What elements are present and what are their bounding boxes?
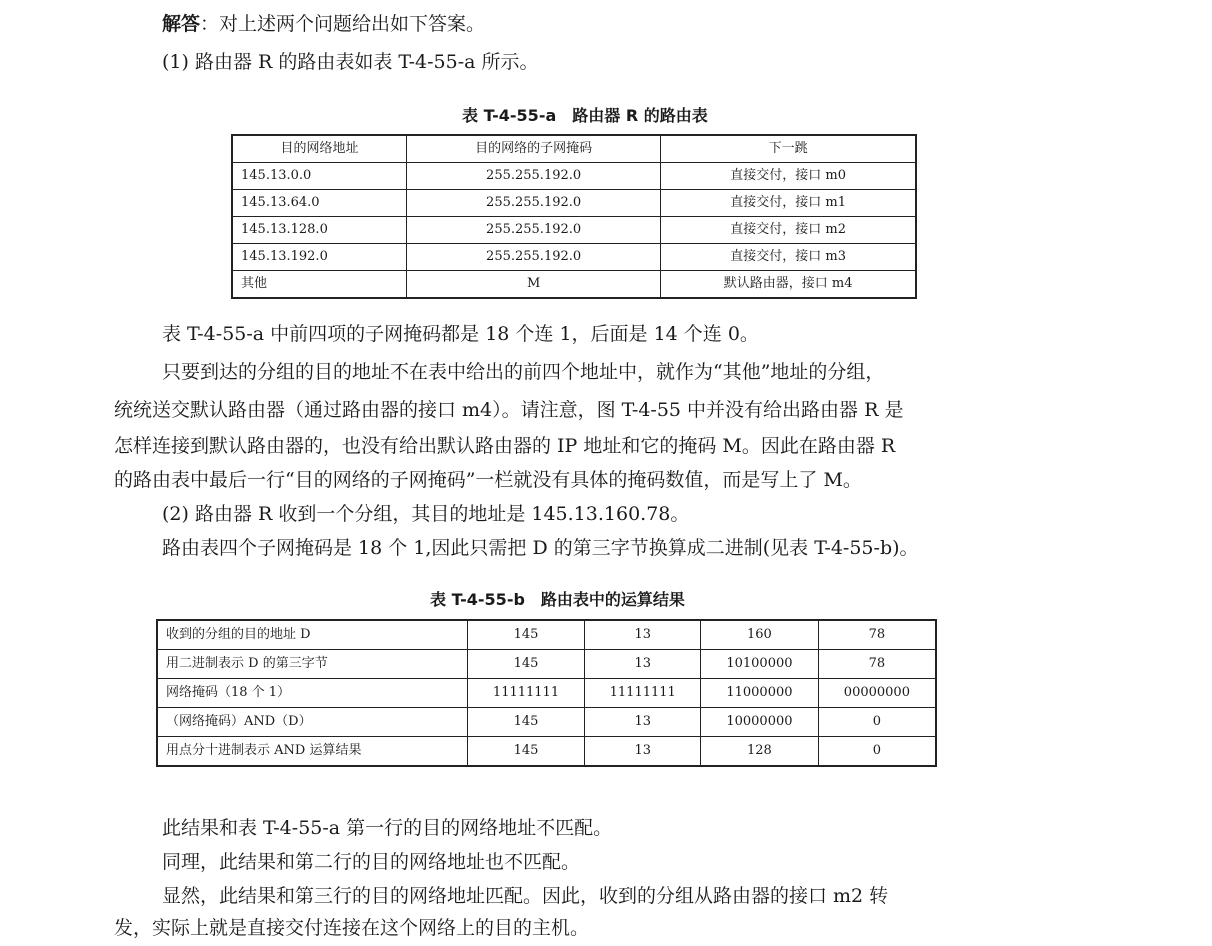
cell-mask: 255.255.192.0 — [407, 217, 661, 244]
calculation-table — [156, 619, 937, 767]
table-row — [232, 244, 916, 271]
cell-mask: 255.255.192.0 — [407, 190, 661, 217]
cell-byte1: 145 — [467, 737, 585, 767]
table-row — [157, 650, 936, 679]
table-row — [157, 737, 936, 767]
cell-next-hop: 直接交付，接口 m3 — [661, 244, 916, 271]
answer-text: ：对上述两个问题给出如下答案。 — [200, 13, 486, 35]
cell-next-hop: 直接交付，接口 m1 — [661, 190, 916, 217]
cell-byte4: 78 — [818, 620, 936, 650]
para1-line2: 只要到达的分组的目的地址不在表中给出的前四个地址中，就作为“其他”地址的分组， — [162, 361, 885, 383]
cell-next-hop: 默认路由器，接口 m4 — [661, 271, 916, 299]
para2-line2: 同理，此结果和第二行的目的网络地址也不匹配。 — [162, 851, 581, 873]
cell-byte1: 145 — [467, 620, 585, 650]
cell-byte4: 00000000 — [818, 679, 936, 708]
table-row — [232, 190, 916, 217]
cell-byte3: 128 — [701, 737, 819, 767]
cell-mask: 255.255.192.0 — [407, 244, 661, 271]
cell-byte3: 11000000 — [701, 679, 819, 708]
para1-line3: 统统送交默认路由器（通过路由器的接口 m4）。请注意，图 T-4-55 中并没有给出路由器 R 是 — [114, 399, 904, 421]
routing-table — [231, 134, 917, 299]
part1-line: (1) 路由器 R 的路由表如表 T-4-55-a 所示。 — [162, 51, 539, 73]
cell-next-hop: 直接交付，接口 m0 — [661, 163, 916, 190]
answer-label: 解答 — [162, 13, 201, 35]
cell-byte2: 13 — [585, 650, 701, 679]
cell-byte2: 13 — [585, 620, 701, 650]
answer-intro — [162, 12, 485, 36]
cell-mask: M — [407, 271, 661, 299]
header-dest-network: 目的网络地址 — [232, 135, 407, 163]
cell-byte3: 10100000 — [701, 650, 819, 679]
header-subnet-mask: 目的网络的子网掩码 — [407, 135, 661, 163]
para1-line6: (2) 路由器 R 收到一个分组，其目的地址是 145.13.160.78。 — [162, 503, 690, 525]
para2-line4: 发，实际上就是直接交付连接在这个网络上的目的主机。 — [114, 917, 590, 939]
row-label: （网络掩码）AND（D） — [157, 708, 467, 737]
cell-byte3: 10000000 — [701, 708, 819, 737]
table-row — [232, 163, 916, 190]
row-label: 网络掩码（18 个 1） — [157, 679, 467, 708]
para2-line1: 此结果和表 T-4-55-a 第一行的目的网络地址不匹配。 — [162, 817, 613, 839]
row-label: 用二进制表示 D 的第三字节 — [157, 650, 467, 679]
cell-next-hop: 直接交付，接口 m2 — [661, 217, 916, 244]
table-row — [232, 217, 916, 244]
row-label: 收到的分组的目的地址 D — [157, 620, 467, 650]
table-a-caption: 表 T-4-55-a 路由器 R 的路由表 — [462, 106, 708, 125]
cell-byte4: 0 — [818, 737, 936, 767]
cell-byte2: 11111111 — [585, 679, 701, 708]
para1-line4: 怎样连接到默认路由器的，也没有给出默认路由器的 IP 地址和它的掩码 M。因此在路由器 R — [114, 435, 896, 457]
table-b-caption: 表 T-4-55-b 路由表中的运算结果 — [430, 590, 685, 609]
para1-line5: 的路由表中最后一行“目的网络的子网掩码”一栏就没有具体的掩码数值，而是写上了 M。 — [114, 469, 862, 491]
para1-line7: 路由表四个子网掩码是 18 个 1,因此只需把 D 的第三字节换算成二进制(见表 T-4-55-b)。 — [162, 537, 919, 559]
cell-byte4: 0 — [818, 708, 936, 737]
cell-byte2: 13 — [585, 708, 701, 737]
cell-dest: 145.13.0.0 — [232, 163, 407, 190]
cell-byte2: 13 — [585, 737, 701, 767]
para1-line1: 表 T-4-55-a 中前四项的子网掩码都是 18 个连 1，后面是 14 个连 0。 — [162, 323, 759, 345]
cell-byte3: 160 — [701, 620, 819, 650]
row-label: 用点分十进制表示 AND 运算结果 — [157, 737, 467, 767]
table-row — [157, 679, 936, 708]
cell-byte1: 145 — [467, 708, 585, 737]
cell-byte1: 11111111 — [467, 679, 585, 708]
cell-mask: 255.255.192.0 — [407, 163, 661, 190]
table-header-row — [232, 135, 916, 163]
table-row — [157, 708, 936, 737]
cell-byte4: 78 — [818, 650, 936, 679]
cell-dest: 145.13.64.0 — [232, 190, 407, 217]
cell-byte1: 145 — [467, 650, 585, 679]
cell-dest: 145.13.192.0 — [232, 244, 407, 271]
header-next-hop: 下一跳 — [661, 135, 916, 163]
table-row — [157, 620, 936, 650]
cell-dest: 145.13.128.0 — [232, 217, 407, 244]
para2-line3: 显然，此结果和第三行的目的网络地址匹配。因此，收到的分组从路由器的接口 m2 转 — [162, 885, 889, 907]
cell-dest: 其他 — [232, 271, 407, 299]
table-row — [232, 271, 916, 299]
